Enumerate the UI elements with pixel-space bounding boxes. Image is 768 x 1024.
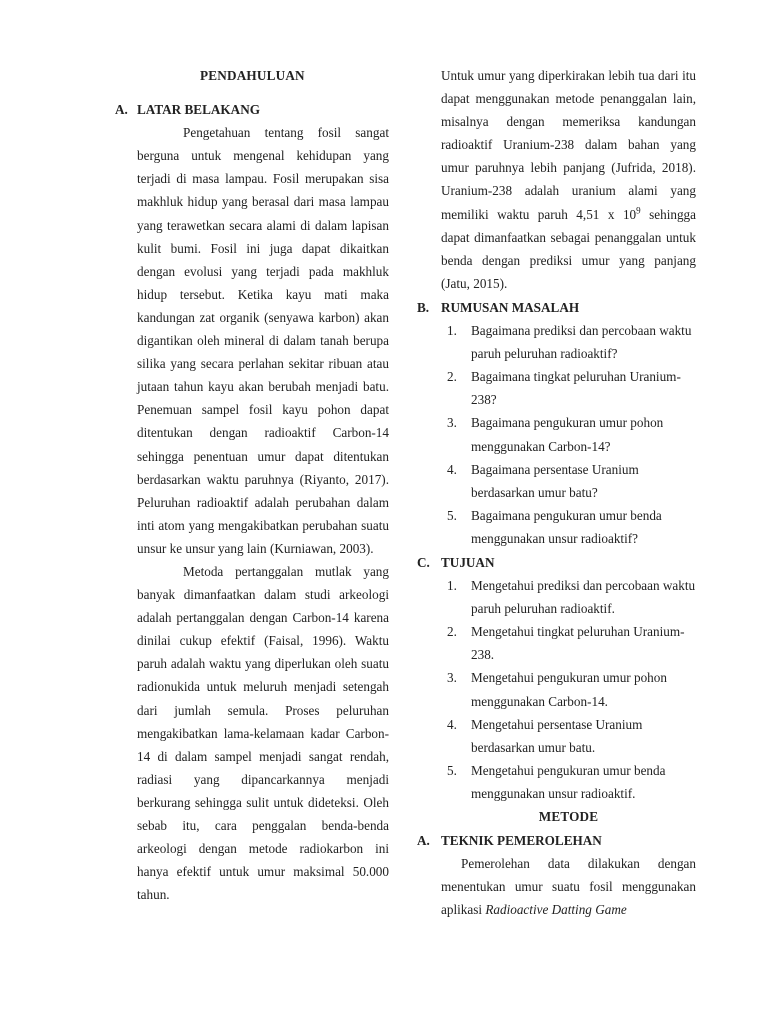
latar-belakang-paragraph-1: Pengetahuan tentang fosil sangat berguna untuk mengenal kehidupan yang terjadi di masa lampau. Fosil merupakan sisa makhluk hidup yang berasal dari masa lampau yang terawetkan secara alami di dalam lapisan kulit bumi. Fosil ini juga dapat dikaitkan dengan evolusi yang terjadi pada makhluk hidup tersebut. Ketika kayu mati maka kandungan zat organik (senyawa karbon) akan digantikan oleh mineral di dalam tanah berupa silika yang secara perlahan sekitar ribuan atau jutaan tahun kayu akan berubah menjadi batu. Penemuan sampel fosil kayu pohon dapat ditentukan dengan radioaktif Carbon-14 sehingga penentuan umur dapat ditentukan berdasarkan waktu paruhnya (Riyanto, 2017). Peluruhan radioaktif adalah perubahan dalam inti atom yang mengakibatkan perubahan suatu unsur ke unsur yang lain (Kurniawan, 2003). bbox=[137, 125, 389, 556]
item-text: Bagaimana prediksi dan percobaan waktu paruh peluruhan radioaktif? bbox=[471, 323, 692, 362]
list-item bbox=[441, 365, 696, 411]
item-number: 1. bbox=[447, 323, 457, 339]
section-c-heading bbox=[417, 551, 696, 574]
exponent-superscript: 9 bbox=[636, 205, 641, 216]
list-item bbox=[441, 504, 696, 550]
metode-para-text: Pemerolehan data dilakukan dengan menentukan umur suatu fosil menggunakan aplikasi bbox=[441, 856, 696, 918]
item-number: 5. bbox=[447, 762, 457, 778]
item-text: Mengetahui persentase Uranium berdasarkan umur batu. bbox=[471, 716, 643, 755]
pendahuluan-title: PENDAHULUAN bbox=[200, 68, 305, 83]
teknik-pemerolehan-paragraph bbox=[441, 852, 696, 921]
section-metode-a-heading bbox=[417, 829, 696, 852]
item-number: 5. bbox=[447, 507, 457, 523]
metode-para-italic: Radioactive Datting Game bbox=[485, 902, 627, 918]
list-item bbox=[441, 666, 696, 712]
paragraph-cont-part2: sehingga dapat dimanfaatkan sebagai penanggalan untuk benda dengan prediksi umur yang panjang (Jatu, 2015). bbox=[441, 206, 696, 291]
item-text: Bagaimana pengukuran umur pohon menggunakan Carbon-14? bbox=[471, 415, 664, 454]
section-b-title: RUMUSAN MASALAH bbox=[441, 299, 580, 315]
section-metode-a-letter: A. bbox=[417, 833, 430, 849]
item-text: Mengetahui prediksi dan percobaan waktu paruh peluruhan radioaktif. bbox=[471, 578, 696, 617]
latar-belakang-paragraph-continued bbox=[441, 64, 696, 295]
list-item bbox=[441, 319, 696, 365]
rumusan-masalah-list bbox=[441, 319, 696, 550]
item-text: Mengetahui pengukuran umur benda menggunakan unsur radioaktif. bbox=[471, 762, 666, 801]
item-number: 3. bbox=[447, 670, 457, 686]
section-metode-a-title: TEKNIK PEMEROLEHAN bbox=[441, 833, 602, 849]
list-item bbox=[441, 411, 696, 457]
right-column bbox=[417, 64, 696, 921]
item-number: 1. bbox=[447, 578, 457, 594]
item-number: 2. bbox=[447, 369, 457, 385]
left-column bbox=[115, 64, 389, 906]
list-item bbox=[441, 574, 696, 620]
list-item bbox=[441, 458, 696, 504]
list-item bbox=[441, 759, 696, 805]
section-a-title: LATAR BELAKANG bbox=[137, 102, 260, 118]
paragraph-cont-part1: Untuk umur yang diperkirakan lebih tua dari itu dapat menggunakan metode penanggalan lain, misalnya dengan memeriksa kandungan radioaktif Uranium-238 dalam bahan yang umur paruhnya lebih panjang (Jufrida, 2018). Uranium-238 adalah uranium alami yang memiliki waktu paruh 4,51 x 10 bbox=[441, 68, 696, 222]
item-text: Mengetahui pengukuran umur pohon menggunakan Carbon-14. bbox=[471, 670, 667, 709]
item-text: Bagaimana tingkat peluruhan Uranium-238? bbox=[471, 369, 681, 408]
list-item bbox=[441, 713, 696, 759]
item-number: 4. bbox=[447, 461, 457, 477]
section-c-title: TUJUAN bbox=[441, 554, 495, 570]
section-c-letter: C. bbox=[417, 554, 430, 570]
section-b-letter: B. bbox=[417, 299, 430, 315]
latar-belakang-paragraph-2: Metoda pertanggalan mutlak yang banyak dimanfaatkan dalam studi arkeologi adalah pertanggalan dengan Carbon-14 karena dinilai cukup efektif (Faisal, 1996). Waktu paruh adalah waktu yang diperlukan oleh suatu radionukida untuk meluruh menjadi setengah dari jumlah semula. Proses peluruhan mengakibatkan lama-kelamaan kadar Carbon-14 di dalam sampel menjadi sangat rendah, radiasi yang dipancarkannya menjadi berkurang sehingga sulit untuk dideteksi. Oleh sebab itu, cara penggalan benda-benda arkeologi dengan metode radiokarbon ini hanya efektif untuk umur maksimal 50.000 tahun. bbox=[137, 563, 389, 903]
item-text: Bagaimana persentase Uranium berdasarkan umur batu? bbox=[471, 461, 639, 500]
item-number: 2. bbox=[447, 624, 457, 640]
item-text: Bagaimana pengukuran umur benda menggunakan unsur radioaktif? bbox=[471, 507, 662, 546]
list-item bbox=[441, 620, 696, 666]
item-number: 4. bbox=[447, 716, 457, 732]
section-b-heading bbox=[417, 296, 696, 319]
item-text: Mengetahui tingkat peluruhan Uranium-238. bbox=[471, 624, 685, 663]
item-number: 3. bbox=[447, 415, 457, 431]
tujuan-list bbox=[441, 574, 696, 805]
metode-title: METODE bbox=[538, 809, 599, 824]
section-a-letter: A. bbox=[115, 102, 128, 118]
section-a-heading bbox=[115, 98, 389, 121]
